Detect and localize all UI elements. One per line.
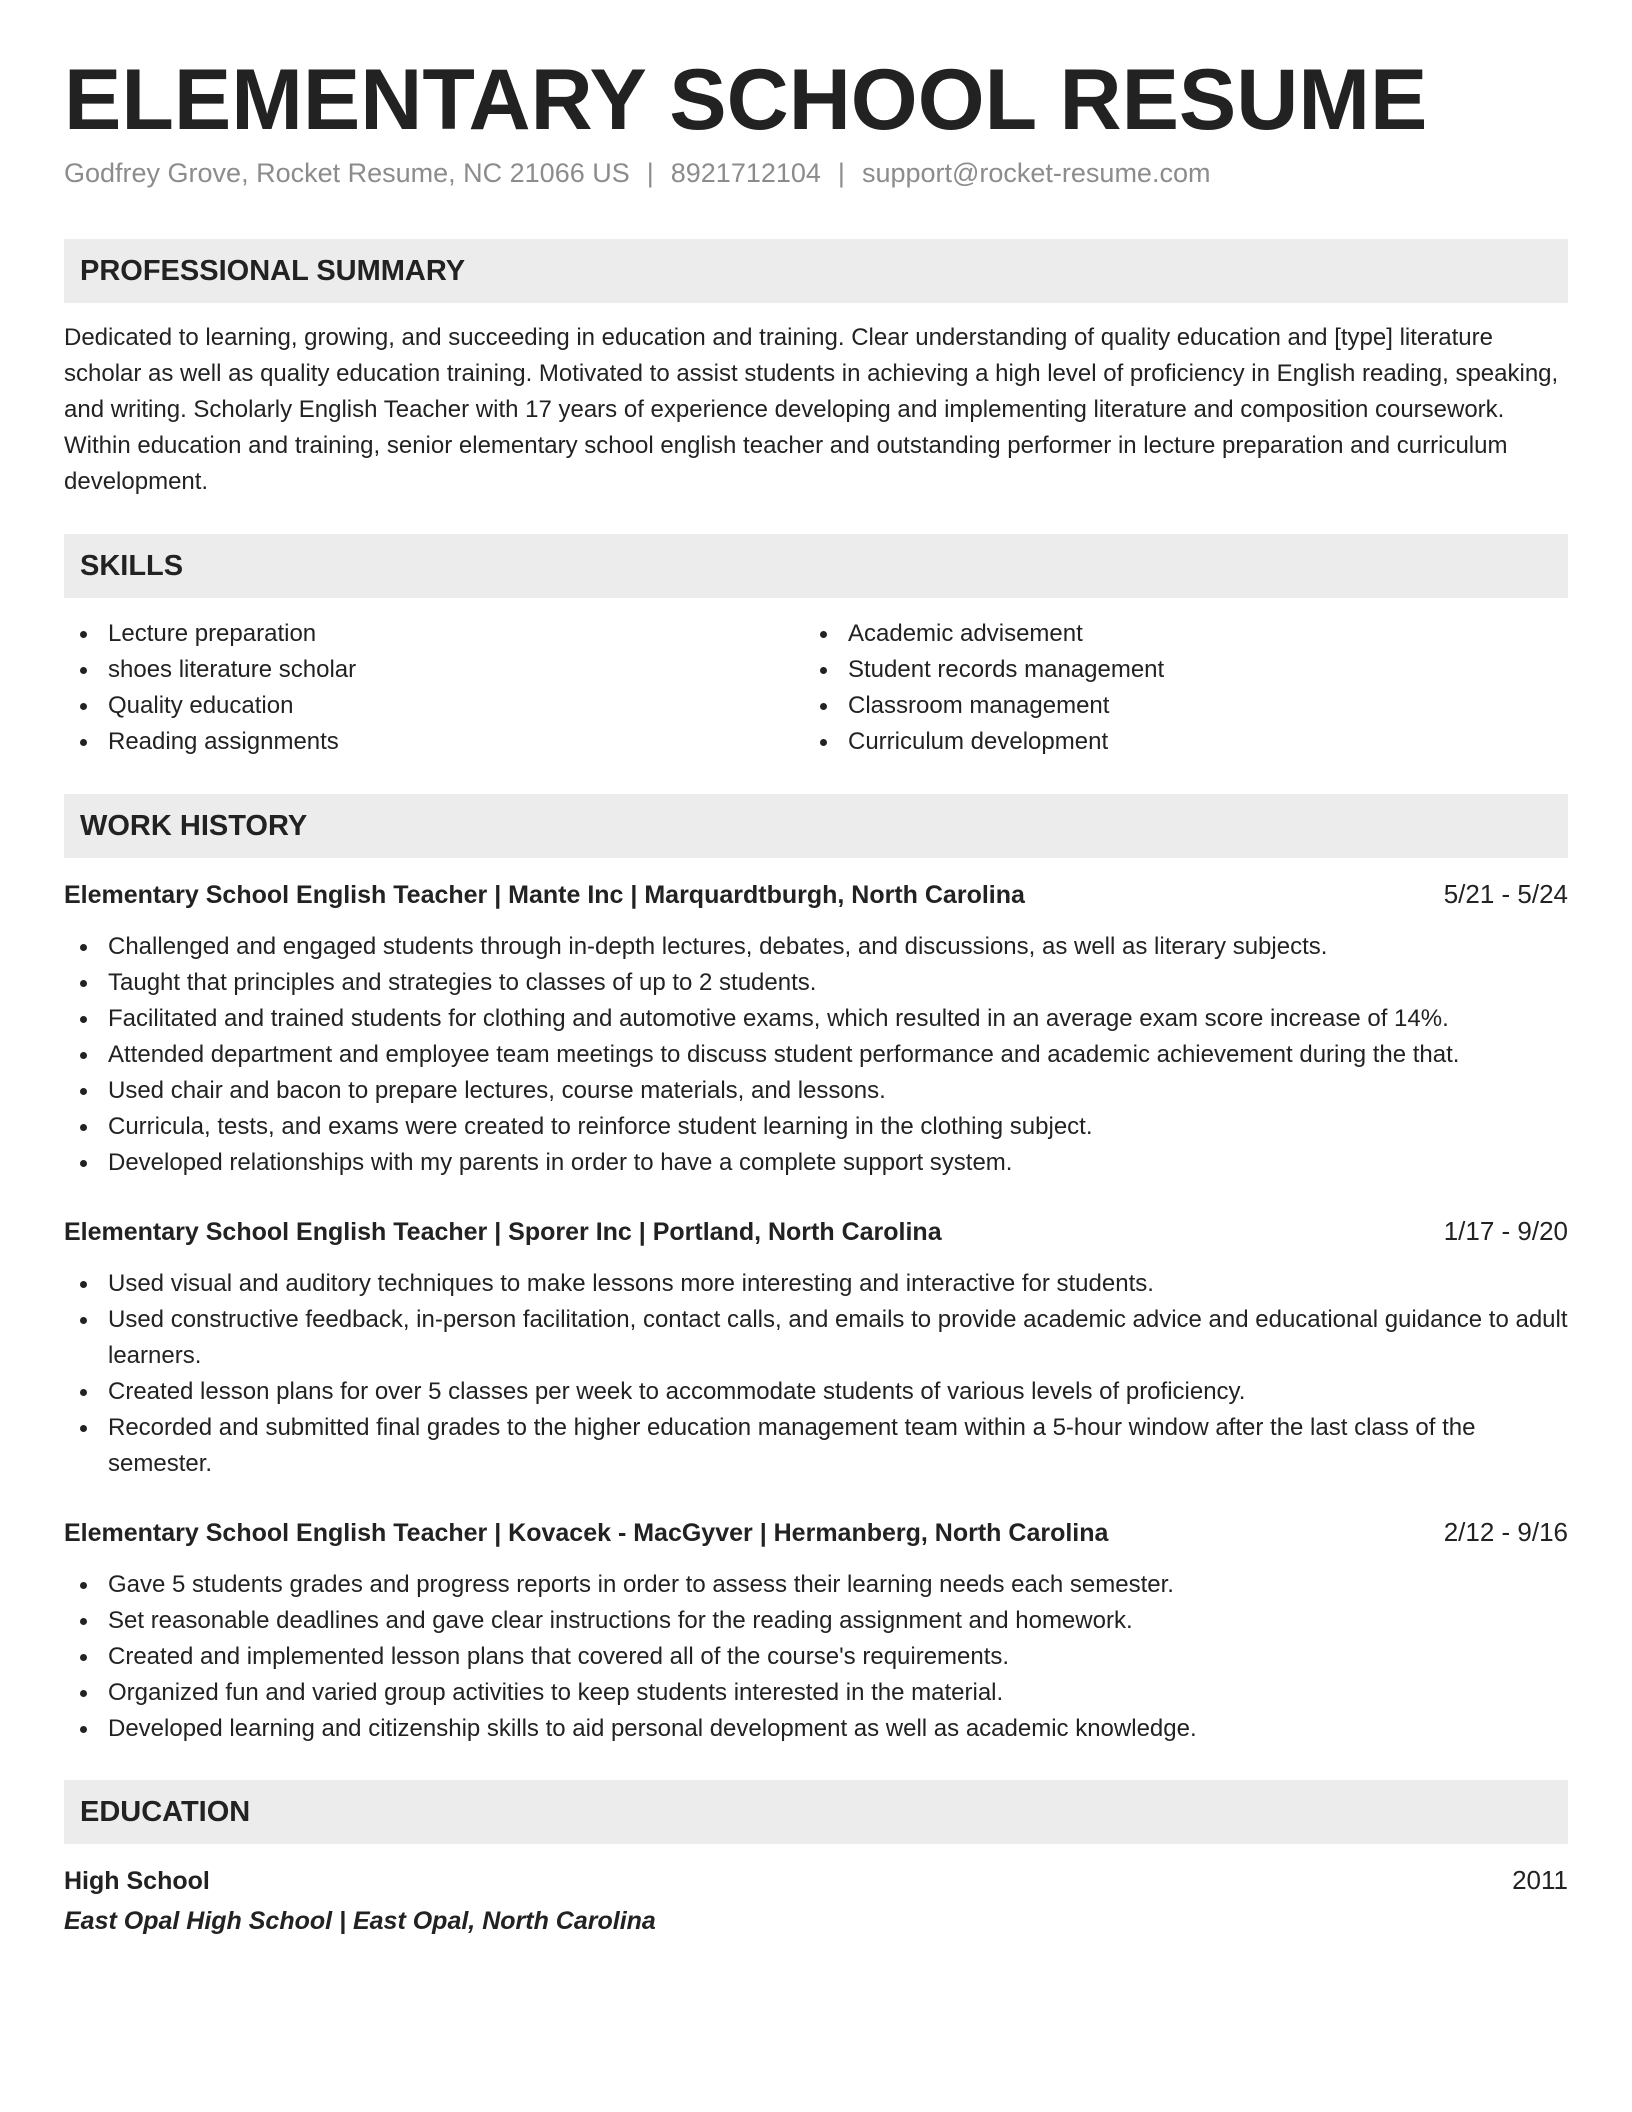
job-bullet: Used visual and auditory techniques to make lessons more interesting and interactive for students. xyxy=(64,1266,1568,1302)
job-header xyxy=(64,1514,1568,1551)
skills-column-right xyxy=(804,616,1544,760)
contact-separator: | xyxy=(837,158,845,189)
skill-item: Quality education xyxy=(64,688,804,724)
job-bullets xyxy=(64,1266,1568,1482)
job-entry xyxy=(64,1514,1568,1747)
job-bullet: Created lesson plans for over 5 classes per week to accommodate students of various levels of proficiency. xyxy=(64,1374,1568,1410)
skill-item: Student records management xyxy=(804,652,1544,688)
skill-item: Reading assignments xyxy=(64,724,804,760)
skills-list xyxy=(64,616,1568,760)
education-school: East Opal High School | East Opal, North Carolina xyxy=(64,1907,656,1936)
job-bullet: Used chair and bacon to prepare lectures, course materials, and lessons. xyxy=(64,1073,1568,1109)
job-bullet: Used constructive feedback, in-person facilitation, contact calls, and emails to provide academic advice and educational guidance to adult learners. xyxy=(64,1302,1568,1374)
job-bullet: Organized fun and varied group activities to keep students interested in the material. xyxy=(64,1675,1568,1711)
job-bullet: Taught that principles and strategies to classes of up to 2 students. xyxy=(64,965,1568,1001)
section-heading-work-history: WORK HISTORY xyxy=(64,794,1568,858)
job-bullet: Gave 5 students grades and progress reports in order to assess their learning needs each semester. xyxy=(64,1567,1568,1603)
education-degree: High School xyxy=(64,1867,210,1896)
section-heading-skills: SKILLS xyxy=(64,534,1568,598)
skill-item: Curriculum development xyxy=(804,724,1544,760)
job-bullets xyxy=(64,929,1568,1181)
section-heading-education: EDUCATION xyxy=(64,1780,1568,1844)
job-bullet: Facilitated and trained students for clothing and automotive exams, which resulted in an average exam score increase of 14%. xyxy=(64,1001,1568,1037)
job-dates: 5/21 - 5/24 xyxy=(1443,879,1568,910)
job-bullet: Recorded and submitted final grades to the higher education management team within a 5-hour window after the last class of the semester. xyxy=(64,1410,1568,1482)
job-bullets xyxy=(64,1567,1568,1747)
job-bullet: Developed relationships with my parents in order to have a complete support system. xyxy=(64,1145,1568,1181)
job-title: Elementary School English Teacher | Kovacek - MacGyver | Hermanberg, North Carolina xyxy=(64,1519,1109,1548)
summary-text: Dedicated to learning, growing, and succeeding in education and training. Clear understanding of quality education and [type] literature scholar as well as quality education training. Motivated to assist students in achieving a high level of proficiency in English reading, speaking, and writing. Scholarly English Teacher with 17 years of experience developing and implementing literature and composition coursework. Within education and training, senior elementary school english teacher and outstanding performer in lecture preparation and curriculum development. xyxy=(64,324,1559,496)
skill-item: Classroom management xyxy=(804,688,1544,724)
job-bullet: Developed learning and citizenship skills to aid personal development as well as academic knowledge. xyxy=(64,1711,1568,1747)
job-bullet: Created and implemented lesson plans that covered all of the course's requirements. xyxy=(64,1639,1568,1675)
skills-column-left xyxy=(64,616,804,760)
education-year: 2011 xyxy=(1512,1865,1568,1896)
contact-separator: | xyxy=(646,158,654,189)
job-bullet: Attended department and employee team meetings to discuss student performance and academic achievement during the that. xyxy=(64,1037,1568,1073)
contact-email: support@rocket-resume.com xyxy=(861,158,1211,189)
education-header xyxy=(64,1862,1568,1899)
job-header xyxy=(64,1213,1568,1250)
skill-item: Lecture preparation xyxy=(64,616,804,652)
job-dates: 1/17 - 9/20 xyxy=(1443,1216,1568,1247)
contact-line xyxy=(64,158,1568,189)
job-bullet: Set reasonable deadlines and gave clear instructions for the reading assignment and homework. xyxy=(64,1603,1568,1639)
contact-address: Godfrey Grove, Rocket Resume, NC 21066 US xyxy=(64,158,630,189)
job-header xyxy=(64,876,1568,913)
contact-phone: 8921712104 xyxy=(670,158,821,189)
skill-item: shoes literature scholar xyxy=(64,652,804,688)
job-bullet: Challenged and engaged students through in-depth lectures, debates, and discussions, as well as literary subjects. xyxy=(64,929,1568,965)
job-title: Elementary School English Teacher | Mante Inc | Marquardtburgh, North Carolina xyxy=(64,881,1025,910)
section-heading-summary: PROFESSIONAL SUMMARY xyxy=(64,239,1568,303)
education-entry xyxy=(64,1862,1568,1939)
skill-item: Academic advisement xyxy=(804,616,1544,652)
job-bullet: Curricula, tests, and exams were created to reinforce student learning in the clothing subject. xyxy=(64,1109,1568,1145)
job-dates: 2/12 - 9/16 xyxy=(1443,1517,1568,1548)
job-entry xyxy=(64,876,1568,1181)
job-title: Elementary School English Teacher | Sporer Inc | Portland, North Carolina xyxy=(64,1218,942,1247)
resume-title: ELEMENTARY SCHOOL RESUME xyxy=(64,52,1428,148)
job-entry xyxy=(64,1213,1568,1482)
